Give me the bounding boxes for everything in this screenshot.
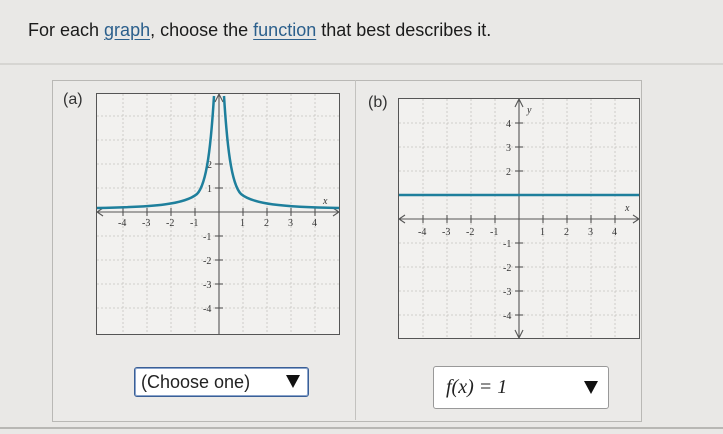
y-tick-label: -2 — [503, 263, 512, 274]
graph-b — [398, 98, 640, 339]
function-link[interactable]: function — [253, 20, 317, 40]
y-tick-label: -3 — [503, 287, 512, 298]
y-tick-label: -4 — [503, 311, 512, 322]
graph-a — [96, 93, 340, 335]
graph-b-function-select[interactable] — [433, 366, 609, 409]
x-tick-label: 2 — [264, 218, 269, 229]
y-tick-label: 2 — [506, 167, 511, 178]
x-tick-label: -4 — [418, 227, 427, 238]
x-tick-label: 3 — [588, 227, 593, 238]
x-tick-label: -3 — [142, 218, 151, 229]
y-tick-label: -3 — [203, 280, 212, 291]
graph-a-select-value: (Choose one) — [141, 371, 251, 392]
y-tick-label: 2 — [207, 160, 212, 171]
x-tick-label: -1 — [490, 227, 499, 238]
x-tick-label: -1 — [190, 218, 199, 229]
question-suffix: that best describes it. — [316, 20, 492, 40]
question-prefix: For each — [28, 20, 105, 40]
graph-b-label: (b) — [368, 94, 388, 111]
y-tick-label: 3 — [506, 143, 511, 154]
x-tick-label: 4 — [312, 218, 317, 229]
curve-left — [97, 96, 214, 208]
graph-a-function-select[interactable] — [134, 367, 309, 397]
x-tick-label: 3 — [288, 218, 293, 229]
x-tick-label: 2 — [564, 227, 569, 238]
x-axis-label: x — [323, 196, 328, 207]
x-axis-label: x — [625, 203, 630, 214]
y-tick-label: -1 — [503, 239, 512, 250]
triangle-down-icon[interactable] — [584, 381, 598, 394]
graph-a-plot — [97, 94, 339, 334]
question-text — [28, 20, 491, 41]
x-tick-label: -2 — [466, 227, 475, 238]
x-tick-label: 1 — [240, 218, 245, 229]
y-tick-label: -2 — [203, 256, 212, 267]
graph-link[interactable]: graph — [104, 20, 151, 40]
graph-b-select-value: f(x) = 1 — [446, 376, 508, 398]
x-tick-label: 4 — [612, 227, 617, 238]
x-tick-label: -4 — [118, 218, 127, 229]
curve-right — [224, 96, 339, 208]
x-tick-label: -3 — [442, 227, 451, 238]
bottom-divider — [0, 427, 723, 429]
triangle-down-icon[interactable] — [286, 375, 300, 388]
y-tick-label: 4 — [506, 119, 511, 130]
graph-b-plot — [399, 99, 639, 338]
divider — [0, 63, 723, 65]
x-tick-label: -2 — [166, 218, 175, 229]
y-tick-label: 1 — [207, 184, 212, 195]
y-tick-label: -1 — [203, 232, 212, 243]
y-axis-label: y — [527, 105, 532, 116]
y-tick-label: -4 — [203, 304, 212, 315]
panel-divider — [355, 80, 356, 420]
graph-a-label: (a) — [63, 91, 83, 108]
question-middle: , choose the — [150, 20, 254, 40]
x-tick-label: 1 — [540, 227, 545, 238]
